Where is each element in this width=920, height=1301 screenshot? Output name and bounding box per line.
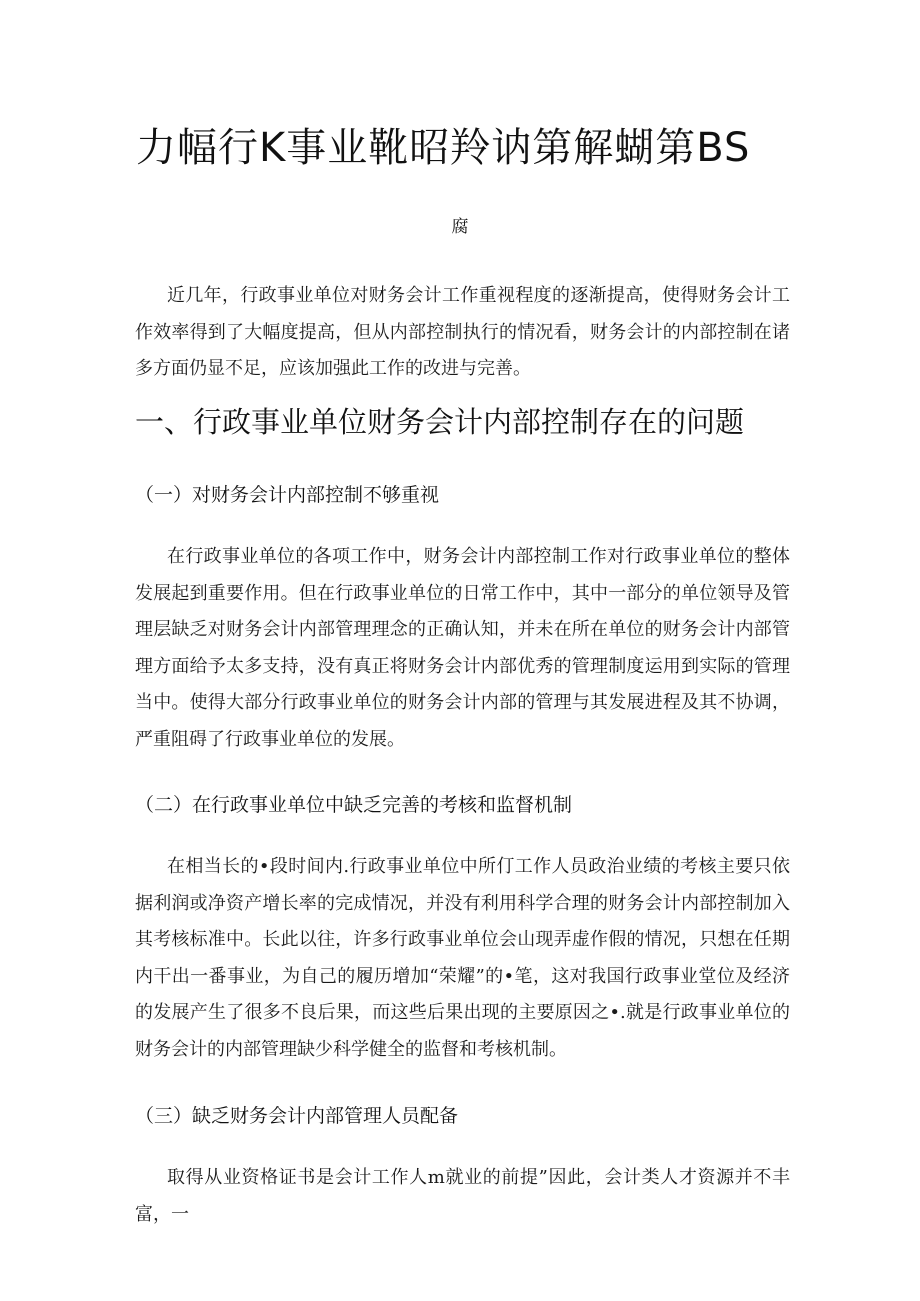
document-title: 力幅行K事业靴昭羚讷第解蝴第BS: [136, 125, 751, 171]
subsection-heading-2: （二）在行政事业单位中缺乏完善的考核和监督机制: [135, 794, 573, 816]
subsection-heading-3: （三）缺乏财务会计内部管理人员配备: [135, 1105, 459, 1127]
subsection-body-1: 在行政事业单位的各项工作中，财务会计内部控制工作对行政事业单位的整体发展起到重要作用。但在行政事业单位的日常工作中，其中一部分的单位领导及管理层缺乏对财务会计内部管理理念的正确认知，并未在所在单位的财务会计内部管理方面给予太多支持，没有真正将财务会计内部优秀的管理制度运用到实际的管理当中。使得大部分行政事业单位的财务会计内部的管理与其发展进程及其不协调，严重阻碍了行政事业单位的发展。: [135, 546, 790, 750]
subsection-body-3: 取得从业资格证书是会计工作人m就业的前提”因此，会计类人才资源并不丰富，一: [135, 1167, 790, 1225]
subsection-heading-1: （一）对财务会计内部控制不够重视: [135, 484, 440, 506]
intro-paragraph: 近几年，行政事业单位对财务会计工作重视程度的逐渐提高，使得财务会计工作效率得到了大幅度提高，但从内部控制执行的情况看，财务会计的内部控制在诸多方面仍显不足，应该加强此工作的改进与完善。: [135, 285, 790, 379]
document-subtitle: 腐: [451, 217, 469, 237]
subsection-body-2: 在相当长的•段时间内.行政事业单位中所仃工作人员政治业绩的考核主要只依据利润或净资产增长率的完成情况，并没有利用科学合理的财务会计内部控制加入其考核标准中。长此以往，许多行政事业单位会山现弄虚作假的情况，只想在任期内干出一番事业，为自己的履历增加“荣耀”的•笔，这对我国行政事业堂位及经济的发展产生了很多不良后果，而这些后果出现的主要原因之•.就是行政事业单位的财务会计的内部管理缺少科学健全的监督和考核机制。: [135, 856, 790, 1060]
section-heading-1: 一、行政事业单位财务会计内部控制存在的问题: [135, 405, 745, 439]
